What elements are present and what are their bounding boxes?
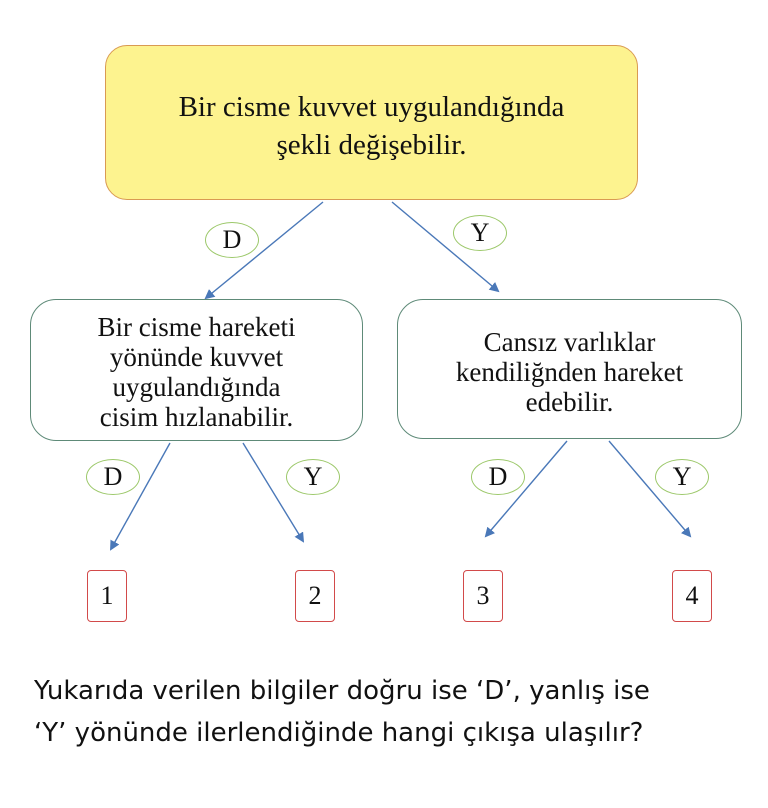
exit-box-2: 2 [295,570,335,622]
exit-box-3: 3 [463,570,503,622]
statement-left-text: Bir cisme hareketi yönünde kuvvet uygulandığında cisim hızlanabilir. [97,312,296,432]
statement-box-left [30,299,363,441]
label-top-y: Y [453,215,507,251]
label-left-y: Y [286,459,340,495]
label-right-d: D [471,459,525,495]
arrow-left-to-exit-2 [243,443,303,541]
statement-right-text: Cansız varlıklar kendiliğnden hareket edebilir. [455,327,684,417]
exit-box-1: 1 [87,570,127,622]
label-right-y: Y [655,459,709,495]
exit-box-4: 4 [672,570,712,622]
statement-box-right [397,299,742,439]
statement-top-text: Bir cisme kuvvet uygulandığında şekli değişebilir. [178,90,565,161]
question-text [34,670,744,754]
label-left-d: D [86,459,140,495]
question-line-1: Yukarıda verilen bilgiler doğru ise ‘D’, yanlış ise [34,676,650,706]
statement-box-top [105,45,638,200]
label-top-d: D [205,222,259,258]
question-line-2: ‘Y’ yönünde ilerlendiğinde hangi çıkışa ulaşılır? [34,718,644,748]
